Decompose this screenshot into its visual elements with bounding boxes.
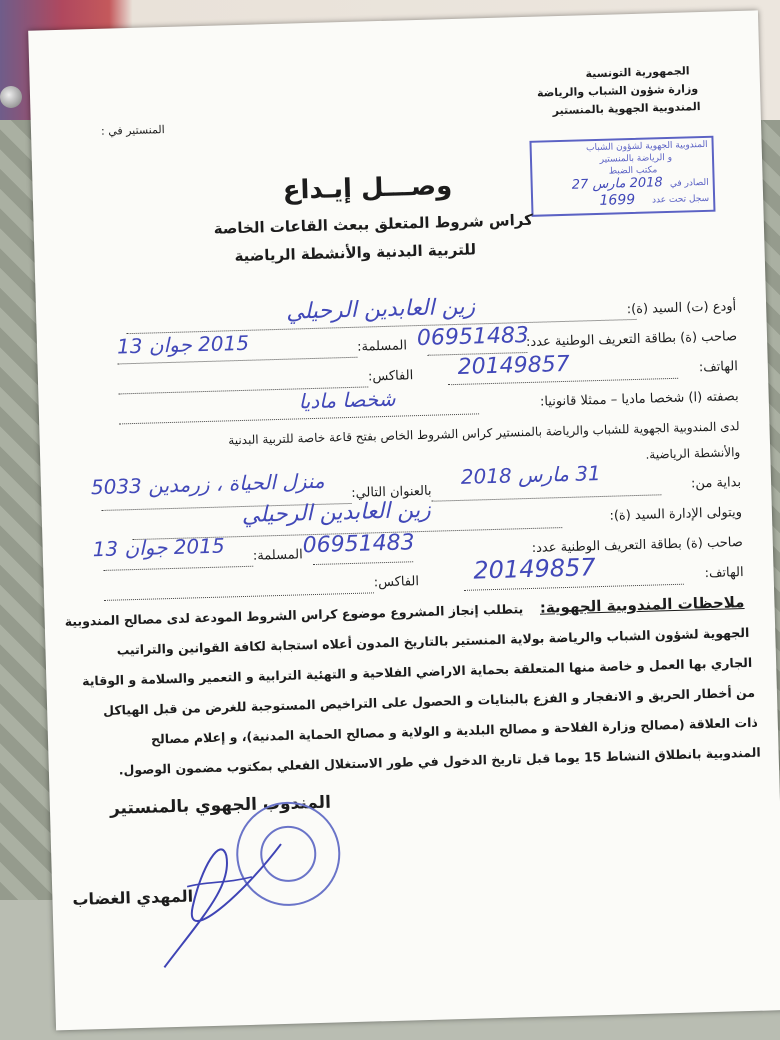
city-date-label: المنستير في : [100, 123, 165, 138]
notes-title: ملاحظات المندوبية الجهوية: [539, 593, 745, 617]
stamp-registered-value: 1699 [599, 191, 636, 209]
stamp-line2: و الرياضة بالمنستير [599, 152, 673, 165]
manager-value: زين العابدين الرحيلي [241, 497, 432, 529]
capacity-value: شخصا ماديا [298, 386, 396, 414]
manager-phone-label: الهاتف: [704, 565, 744, 582]
registry-stamp [529, 136, 715, 217]
signatory-name: المهدي الغضاب [72, 886, 194, 909]
phone-value: 20149857 [457, 351, 571, 380]
delegation-heading: المندوبية الجهوية بالمنستير [552, 100, 701, 118]
capacity-line [119, 412, 479, 424]
address-value: منزل الحياة ، زرمدين 5033 [90, 468, 325, 500]
manager-issued-label: المسلمة: [252, 547, 303, 564]
republic-heading: الجمهورية التونسية [585, 64, 690, 81]
notes-line-4: من أخطار الحريق و الانفجار و الفزع بالبنايات و الحصول على التراخيص المستوجبة للغرض من قبل الهياكل [102, 684, 756, 718]
manager-label: ويتولى الإدارة السيد (ة): [609, 505, 743, 524]
manager-issued-line [103, 565, 253, 571]
stamp-issued-label: الصادر في [669, 177, 709, 189]
metal-rivet [0, 86, 22, 108]
start-date-label: بداية من: [690, 475, 742, 492]
stamp-registered-label: سجل تحت عدد [651, 193, 710, 206]
issued-value: 2015 جوان 13 [116, 330, 250, 359]
depositor-label: أودع (ت) السيد (ة): [626, 299, 737, 318]
address-label: بالعنوان التالي: [351, 483, 432, 501]
body-line-2: والأنشطة الرياضية. [645, 445, 741, 462]
manager-id-label: صاحب (ة) بطاقة التعريف الوطنية عدد: [531, 535, 743, 556]
stamp-line3: مكتب الضبط [608, 165, 658, 177]
phone-label: الهاتف: [698, 359, 739, 376]
notes-line-5: ذات العلاقة (مصالح وزارة الفلاحة و مصالح البلدية و الولاية و مصالح الحماية المدنية)، و إعلام مصالح [150, 714, 758, 747]
notes-line-3: الجاري بها العمل و خاصة منها المتعلقة بحماية الاراضي الفلاحية و التهئية الترابية و التعمير والسلامة و الوقاية [81, 654, 753, 689]
notes-line-6: المندوبية بانطلاق النشاط 15 يوما قبل تاريخ الدخول في طور الاستغلال الفعلي بمكتوب مضمون الوصول. [118, 744, 761, 778]
notes-line-2: الجهوية لشؤون الشباب والرياضة بولاية المنستير بالتاريخ المدون أعلاه استجابة لكافة القوانين والتراتيب [116, 624, 750, 658]
manager-phone-value: 20149857 [473, 553, 596, 585]
fax-label: الفاكس: [367, 368, 414, 385]
start-date-value: 31 مارس 2018 [460, 460, 602, 489]
notes-line-1: يتطلب إنجاز المشروع موضوع كراس الشروط المودعة لدى مصالح المندوبية [64, 601, 524, 630]
manager-id-value: 06951483 [302, 530, 415, 559]
issued-label: المسلمة: [356, 338, 408, 355]
receipt-document [28, 10, 780, 1030]
start-date-line [431, 493, 661, 501]
manager-issued-value: 2015 جوان 13 [92, 533, 225, 562]
depositor-value: زين العابدين الرحيلي [285, 294, 476, 325]
id-card-value: 06951483 [416, 322, 530, 352]
handwritten-signature [91, 822, 355, 989]
stamp-issued-value: 2018 مارس 27 [571, 175, 663, 193]
ministry-heading: وزارة شؤون الشباب والرياضة [536, 82, 699, 100]
body-line-1: لدى المندوبية الجهوية للشباب والرياضة بالمنستير كراس الشروط الخاص بفتح قاعة خاصة للتربية البدنية [228, 419, 740, 448]
manager-fax-label: الفاكس: [373, 574, 420, 591]
manager-fax-line [104, 591, 374, 601]
document-subtitle-1: كراس شروط المتعلق ببعث القاعات الخاصة [213, 210, 534, 238]
manager-id-line [313, 560, 413, 565]
document-title: وصـــل إيـداع [282, 171, 453, 206]
stamp-line1: المندوبية الجهوية لشؤون الشباب [585, 139, 708, 154]
document-subtitle-2: للتربية البدنية والأنشطة الرياضية [234, 240, 477, 266]
signatory-role: المندوب الجهوي بالمنستير [109, 792, 332, 819]
capacity-label: بصفته (ا) شخصا ماديا – ممثلا قانونيا: [539, 389, 739, 410]
id-card-label: صاحب (ة) بطاقة التعريف الوطنية عدد: [525, 329, 738, 351]
